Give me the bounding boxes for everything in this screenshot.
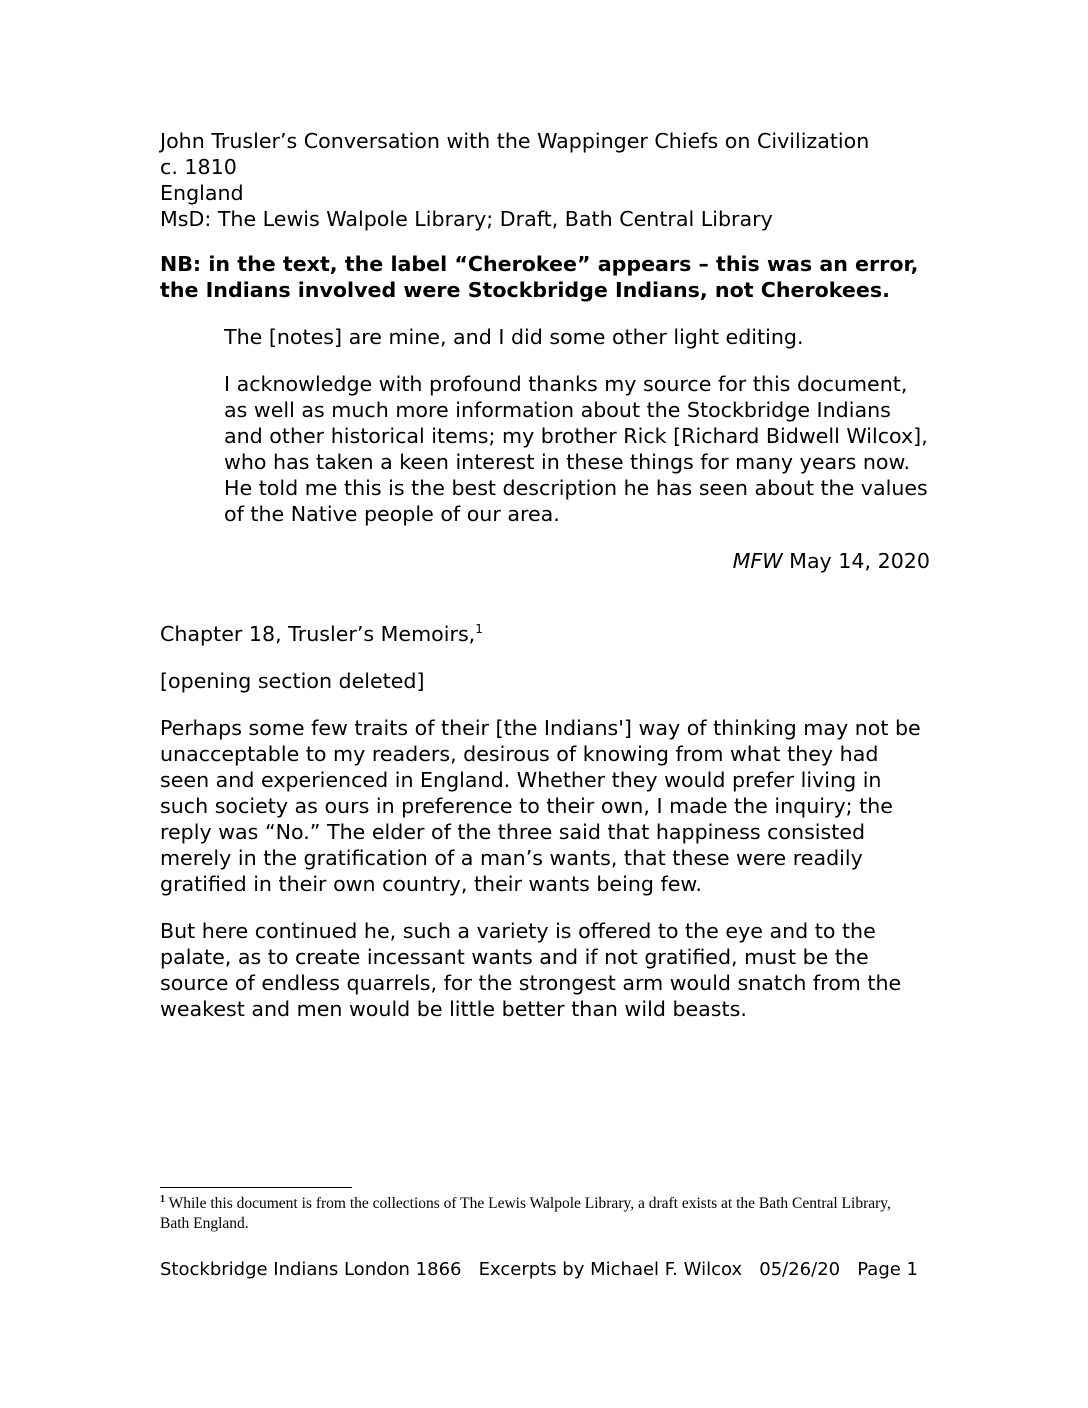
page-footer: Stockbridge Indians London 1866 Excerpts by Michael F. Wilcox 05/26/20 Page 1 bbox=[160, 1259, 919, 1280]
body-paragraph-1: Perhaps some few traits of their [the Indians'] way of thinking may not be unacceptable to my readers, desirous of knowing from what they had seen and experienced in England. Whether they would prefer living in such society as ours in preference to their own, I made the inquiry; the reply was “No.” The elder of the three said that happiness consisted merely in the gratification of a man’s wants, that these were readily gratified in their own country, their wants being few. bbox=[160, 716, 921, 896]
signature-line bbox=[160, 548, 930, 574]
chapter-heading bbox=[160, 621, 930, 647]
chapter-heading-text: Chapter 18, Trusler’s Memoirs, bbox=[160, 622, 476, 646]
nb-note: NB: in the text, the label “Cherokee” appears – this was an error, the Indians involved were Stockbridge Indians, not Cherokees. bbox=[160, 252, 919, 302]
signature-initials: MFW bbox=[732, 549, 783, 573]
footnote-reference[interactable]: 1 bbox=[475, 622, 483, 637]
document-source: MsD: The Lewis Walpole Library; Draft, Bath Central Library bbox=[160, 207, 773, 231]
signature-date: May 14, 2020 bbox=[782, 549, 930, 573]
document-title: John Trusler’s Conversation with the Wappinger Chiefs on Civilization bbox=[160, 129, 870, 153]
footnote-divider bbox=[160, 1187, 352, 1188]
document-place: England bbox=[160, 181, 244, 205]
deleted-section-note: [opening section deleted] bbox=[160, 669, 425, 693]
document-header bbox=[160, 128, 930, 232]
acknowledgement-paragraph: I acknowledge with profound thanks my source for this document, as well as much more information about the Stockbridge Indians and other historical items; my brother Rick [Richard Bidwell Wilcox], who has taken a keen interest in these things for many years now. He told me this is the best description he has seen about the values of the Native people of our area. bbox=[224, 372, 928, 526]
body-paragraph-2: But here continued he, such a variety is offered to the eye and to the palate, as to create incessant wants and if not gratified, must be the source of endless quarrels, for the strongest arm would snatch from the weakest and men would be little better than wild beasts. bbox=[160, 919, 902, 1021]
footnote-text: While this document is from the collections of The Lewis Walpole Library, a draft exists at the Bath Central Library, Bath England. bbox=[160, 1195, 891, 1232]
footnote bbox=[160, 1194, 920, 1234]
document-date: c. 1810 bbox=[160, 155, 237, 179]
footnote-marker: 1 bbox=[160, 1193, 165, 1205]
editor-notes-line: The [notes] are mine, and I did some other light editing. bbox=[224, 325, 804, 349]
document-body bbox=[160, 128, 930, 1022]
